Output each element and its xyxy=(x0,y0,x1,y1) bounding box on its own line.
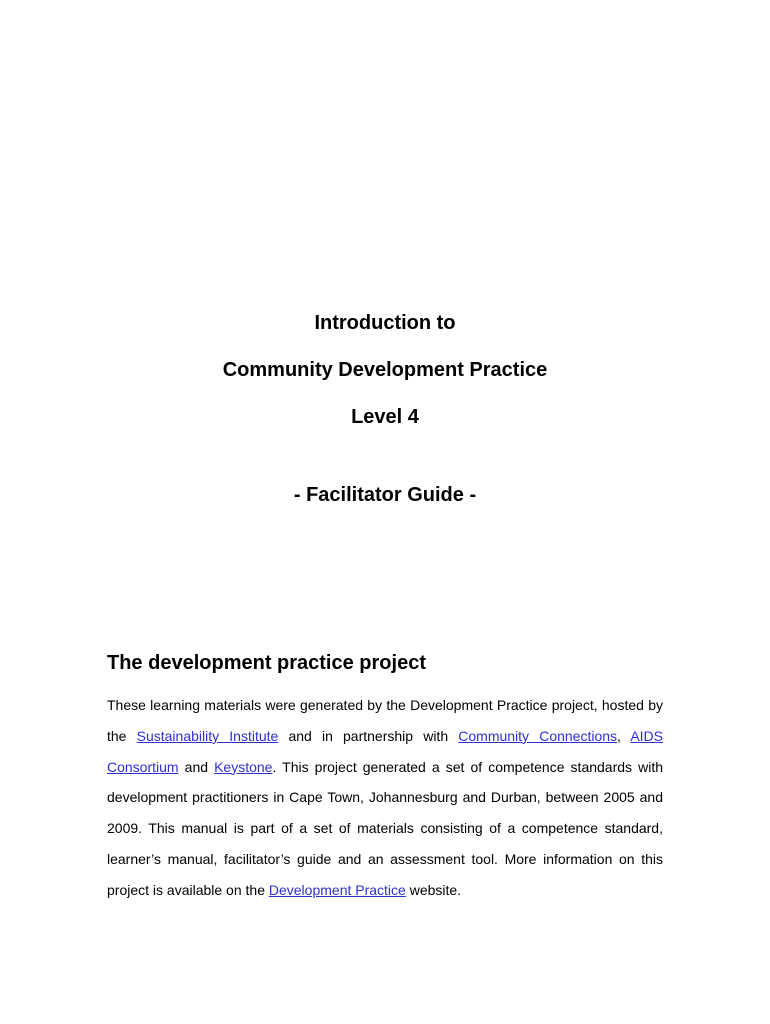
paragraph-text-2: and in partnership with xyxy=(278,727,459,744)
keystone-link[interactable]: Keystone xyxy=(214,758,273,775)
title-line-3: Level 4 xyxy=(351,406,419,428)
title-line-2: Community Development Practice xyxy=(222,359,548,381)
paragraph-text-4: and xyxy=(178,758,215,775)
section-paragraph xyxy=(107,690,663,906)
paragraph-text-6: website. xyxy=(405,881,462,898)
title-line-1: Introduction to xyxy=(314,312,456,334)
title-line-4: - Facilitator Guide - xyxy=(293,484,477,506)
paragraph-text-1: These learning materials were generated by the Development Practice project, hosted by the xyxy=(107,697,663,744)
sustainability-institute-link[interactable]: Sustainability Institute xyxy=(136,727,279,744)
paragraph-text-3: , xyxy=(617,727,631,744)
title-block xyxy=(0,309,770,509)
aids-consortium-link[interactable]: AIDS Consortium xyxy=(107,727,664,775)
paragraph-text-5: . This project generated a set of competence standards with development practitioners in Cape Town, Johannesburg and Durban, between 2005 and 2009. This manual is part of a set of materials consisting of a competence standard, learner’s manual, facilitator’s guide and an assessment tool. More information on this project is available on the xyxy=(107,758,664,898)
section-heading: The development practice project xyxy=(107,652,426,674)
development-practice-link[interactable]: Development Practice xyxy=(268,881,406,898)
community-connections-link[interactable]: Community Connections xyxy=(458,727,618,744)
